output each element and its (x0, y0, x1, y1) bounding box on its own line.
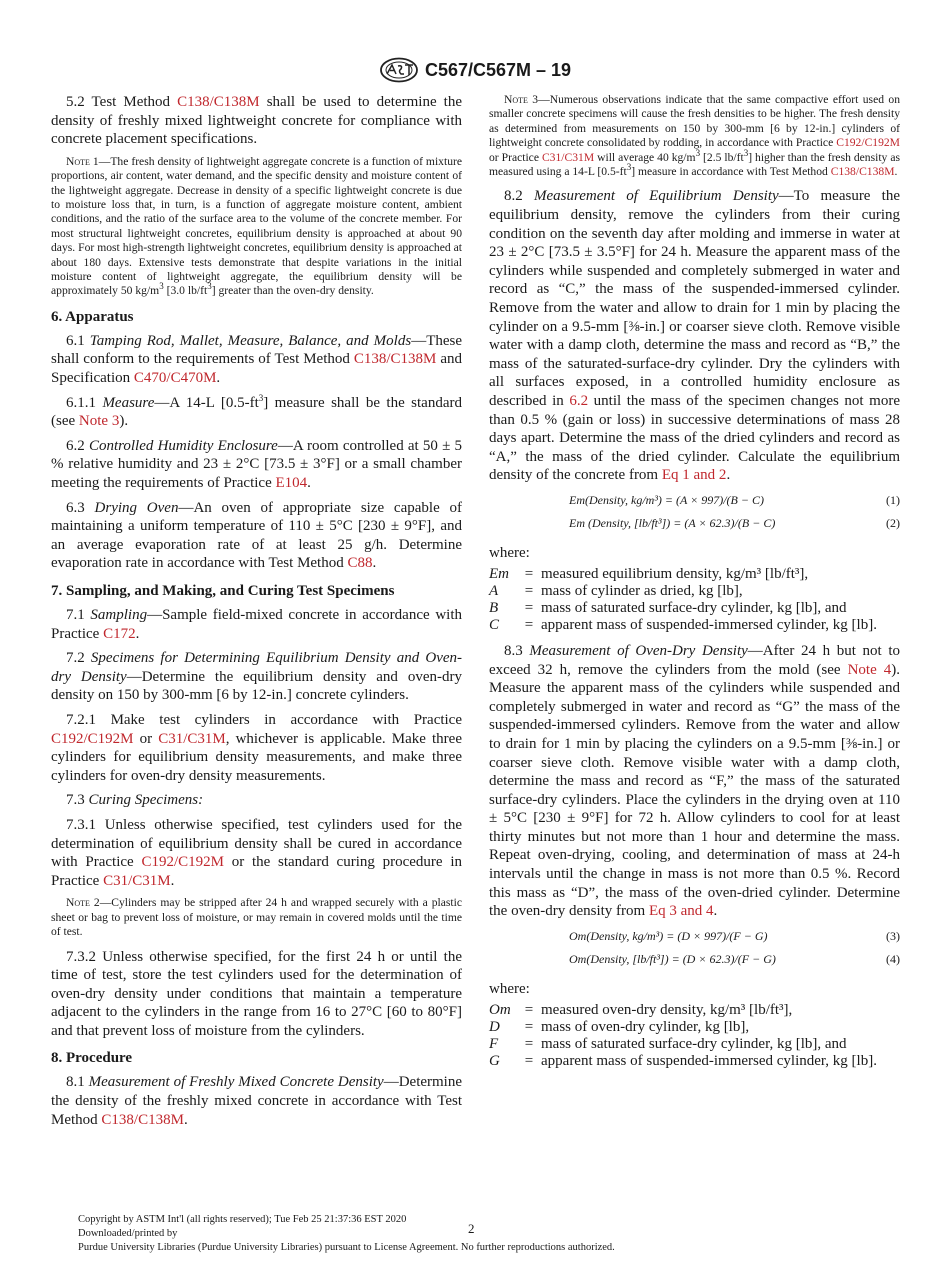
equation-2: Em (Density, [lb/ft³]) = (A × 62.3)/(B − C) (2) (569, 515, 900, 530)
ref-link[interactable]: C192/C192M (836, 136, 900, 150)
section-7-1: 7.1 Sampling—Sample field-mixed concrete in accordance with Practice C172. (51, 606, 462, 642)
section-7-2: 7.2 Specimens for Determining Equilibrium Density and Oven-dry Density—Determine the equilibrium density and oven-dry density on 150 by 300-mm [6 by 12-in.] concrete cylinders. (51, 650, 463, 704)
right-column (489, 93, 900, 1078)
section-7-3: 7.3 Curing Specimens: (66, 792, 204, 809)
page-header (0, 57, 950, 83)
equation-3: Om(Density, kg/m³) = (D × 997)/(F − G) (3) (569, 928, 900, 943)
equation-1: Em(Density, kg/m³) = (A × 997)/(B − C) (1) (569, 492, 900, 507)
footer-copyright: Copyright by ASTM Int'l (all rights reserved); Tue Feb 25 21:37:36 EST 2020 (78, 1214, 407, 1225)
footer-download: Downloaded/printed by (78, 1227, 178, 1239)
where-label: where: (489, 544, 530, 561)
definition-row: G = apparent mass of suspended-immersed cylinder, kg [lb]. (489, 1052, 877, 1069)
section-7-3-1: 7.3.1 Unless otherwise specified, test cylinders used for the determination of equilibrium density shall be cured in accordance with Practice C192/C192M or the standard curing procedure in Practice C31/C31M. (51, 816, 462, 889)
document-code: C567/C567M – 19 (424, 59, 572, 80)
ref-link[interactable]: Eq 3 and 4 (648, 903, 714, 920)
ref-link[interactable]: C138/C138M (830, 165, 895, 179)
ref-link[interactable]: Eq 1 and 2 (661, 467, 727, 484)
section-heading-8: 8. Procedure (51, 1050, 133, 1067)
section-heading-6: 6. Apparatus (51, 308, 134, 325)
definition-row: A = mass of cylinder as dried, kg [lb], (489, 582, 743, 599)
left-column (51, 93, 462, 1135)
where-label: where: (489, 980, 530, 997)
section-7-2-1: 7.2.1 Make test cylinders in accordance with Practice C192/C192M or C31/C31M, whichever is applicable. Make three cylinders for equilibrium density measurements, and make three cylinders for oven-dry density measurements. (51, 711, 462, 784)
definition-row: D = mass of oven-dry cylinder, kg [lb], (489, 1018, 750, 1035)
section-8-1: 8.1 Measurement of Freshly Mixed Concrete Density—Determine the density of the freshly mixed concrete in accordance with Test Method C138/C138M. (51, 1074, 463, 1128)
section-7-3-2: 7.3.2 Unless otherwise specified, for the first 24 h or until the time of test, store the test cylinders used for the determination of oven-dry density under conditions that maintain a temperature adjacent to the cylinders in the range from 16 to 27°C [60 to 80°F] and that prevent loss of moisture from the cylinders. (51, 948, 462, 1039)
note-3: Note 3—Numerous observations indicate that the same compactive effort used on smaller concrete specimens will cause the fresh densities to be higher. The fresh density as determined from measurements on 150 by 300-mm [6 by 12-in.] cylinders of lightweight concrete consolidated by rodding, in accordance with Practice C192/C192M or Practice C31/C31M will average 40 $kg/m^3$ [2.5 $lb/ft^3$] higher than the fresh density as measured using a 14-L $[0.5-ft^3]$ measure in accordance with Test Method C138/C138M. (489, 93, 900, 179)
section-5-2: 5.2 Test Method C138/C138M shall be used to determine the density of freshly mixed lightweight concrete for compliance with concrete placement specifications. (51, 94, 462, 148)
section-6-1-1: 6.1.1 Measure—A 14-L $[0.5-ft^3]$ measure shall be the standard (see Note 3). (51, 392, 462, 430)
note-1: Note 1—The fresh density of lightweight aggregate concrete is a function of mixture proportions, air content, water demand, and the specific density and moisture content of the lightweight aggregate. Decrease in density of a specific lightweight concrete is due to moisture loss that, in turn, is a function of aggregate moisture content, ambient conditions, and the ratio of the surface area to the volume of the concrete member. For most structural lightweight concretes, equilibrium density is approached at about 90 days. For most high-strength lightweight concretes, equilibrium density is approached at about 180 days. Extensive tests demonstrate that despite variations in the initial moisture content of lightweight aggregate, the equilibrium density will be approximately 50 $kg/m^3$ [3.0 $lb/ft^3$] greater than the oven-dry density. (51, 154, 462, 298)
ref-link[interactable]: C138/C138M (177, 94, 260, 110)
note-2: Note 2—Cylinders may be stripped after 24 h and wrapped securely with a plastic sheet or bag to prevent loss of moisture, or may remain in covered molds until the time of test. (51, 896, 462, 939)
ref-link[interactable]: Note 4 (847, 661, 892, 678)
ref-link[interactable]: C470/C470M (133, 370, 217, 387)
definitions-list (489, 1002, 877, 1070)
ref-link[interactable]: C31/C31M (158, 730, 226, 747)
ref-link[interactable]: Note 3 (78, 413, 120, 430)
footer (78, 1213, 878, 1254)
definition-row: B = mass of saturated surface-dry cylinder, kg [lb], and (489, 599, 847, 616)
section-6-1: 6.1 Tamping Rod, Mallet, Measure, Balance, and Molds—These shall conform to the requirements of Test Method C138/C138M and Specification C470/C470M. (51, 332, 463, 387)
section-heading-7: 7. Sampling, and Making, and Curing Test Specimens (51, 582, 395, 599)
ref-link[interactable]: C88 (347, 555, 373, 572)
ref-link[interactable]: C138/C138M (353, 351, 437, 368)
section-6-3: 6.3 Drying Oven—An oven of appropriate size capable of maintaining a uniform temperature of 110 ± 5°C [230 ± 9°F], and an average evaporation rate of at least 25 g/h. Determine evaporation rate in accordance with Test Method C88. (51, 499, 462, 572)
definition-row: F = mass of saturated surface-dry cylinder, kg [lb], and (489, 1035, 847, 1052)
section-8-2: 8.2 Measurement of Equilibrium Density—To measure the equilibrium density, remove the cylinders from their curing condition on the seventh day after molding and immerse in water at 23 ± 2°C [73.5 ± 3.5°F] for 24 h. Measure the apparent mass of the cylinders while suspended and completely submerged in water and record as “C,” the mass of the suspended-immersed cylinder. Remove from the water and allow to drain for 1 min by placing the cylinder on a 9.5-mm [⅜-in.] or coarser sieve cloth. Remove visible water with a damp cloth, determine the mass and record as “B,” the mass of the saturated-surface-dry cylinder. Dry the cylinders with all surfaces exposed, in a controlled humidity enclosure as described in 6.2 until the mass of the specimen changes not more than 0.5 % (gain or loss) in successive determinations of mass 28 days apart. Determine the mass of the dried cylinders and record as “A,” the mass of the dried cylinder. Calculate the equilibrium density of the concrete from Eq 1 and 2. (489, 188, 901, 484)
ref-link[interactable]: C192/C192M (51, 730, 134, 747)
ref-link[interactable]: E104 (275, 475, 308, 491)
page-number: 2 (468, 1221, 475, 1236)
definition-row: C = apparent mass of suspended-immersed cylinder, kg [lb]. (489, 616, 877, 633)
ref-link[interactable]: C172 (103, 625, 136, 642)
ref-link[interactable]: 6.2 (569, 392, 589, 409)
ref-link[interactable]: C31/C31M (541, 150, 595, 164)
definitions-list (489, 566, 877, 634)
equation-4: Om(Density, [lb/ft³]) = (D × 62.3)/(F − G) (4) (569, 951, 900, 966)
section-6-2: 6.2 Controlled Humidity Enclosure—A room controlled at 50 ± 5 % relative humidity and 23 ± 2°C [73.5 ± 3°F] or a small chamber meeting the requirements of Practice E104. (51, 437, 462, 491)
ref-link[interactable]: C138/C138M (101, 1111, 184, 1128)
definition-row: Em = measured equilibrium density, kg/m³ [lb/ft³], (489, 565, 809, 582)
footer-license: Purdue University Libraries (Purdue University Libraries) pursuant to License Agreement. No further reproductions authorized. (78, 1241, 615, 1253)
astm-logo-icon (379, 57, 419, 83)
ref-link[interactable]: C31/C31M (103, 872, 171, 889)
definition-row: Om = measured oven-dry density, kg/m³ [lb/ft³], (489, 1001, 793, 1018)
ref-link[interactable]: C192/C192M (141, 854, 224, 871)
section-8-3: 8.3 Measurement of Oven-Dry Density—After 24 h but not to exceed 32 h, remove the cylinders from the mold (see Note 4). Measure the apparent mass of the cylinders while suspended and completely submerged in water and record as “G” the mass of the suspended-immersed cylinders. Remove from the water and allow to drain for 1 min by placing the cylinders on a 9.5-mm [⅜-in.] or coarser sieve cloth. Remove visible water with a damp cloth, determine the mass and record as “F,” the mass of the saturated surface-dry cylinders. Place the cylinders in the drying oven at 110 ± 5°C [230 ± 9°F] for 72 h. Allow cylinders to cool for at least thirty minutes but not more than 1 hour and determine the mass. Repeat oven-drying, cooling, and determination of mass at 24-h intervals until the change in mass is not more than 0.5 %. Record this mass as “D”, the mass of the oven-dried cylinder. Determine the oven-dry density from Eq 3 and 4. (489, 642, 901, 920)
